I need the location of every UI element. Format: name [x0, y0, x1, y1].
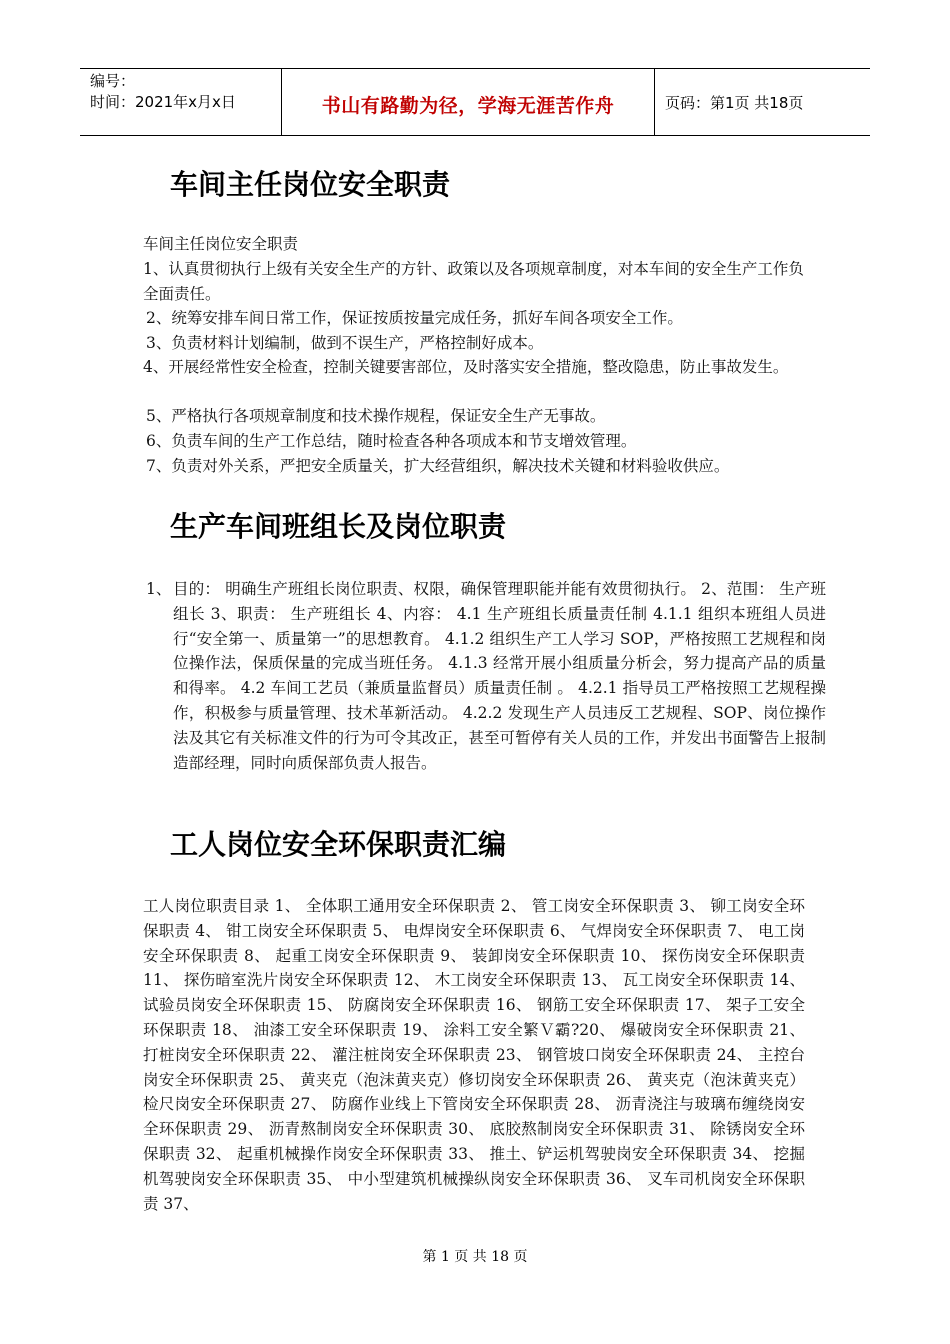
- section2-list: [146, 577, 826, 775]
- section-title-worker-duties: 工人岗位安全环保职责汇编: [170, 828, 507, 861]
- section1-item-3: 3、负责材料计划编制，做到不误生产，严格控制好成本。: [146, 334, 544, 352]
- section-title-workshop-director: 车间主任岗位安全职责: [170, 168, 451, 201]
- page-footer: 第 1 页 共 18 页: [422, 1249, 528, 1265]
- section1-item-1: 1、认真贯彻执行上级有关安全生产的方针、政策以及各项规章制度，对本车间的安全生产工作负全面责任。: [143, 260, 804, 303]
- section3-directory: 工人岗位职责目录 1、 全体职工通用安全环保职责 2、 管工岗安全环保职责 3、 铆工岗安全环保职责 4、 钳工岗安全环保职责 5、 电焊岗安全环保职责 6、 气焊岗安全环保职责 7、 电工岗安全环保职责 8、 起重工岗安全环保职责 9、 装卸岗安全环保职责 10、 探伤岗安全环保职责 11、 探伤暗室洗片岗安全环保职责 12、 木工岗安全环保职责 13、 瓦工岗安全环保职责 14、 试验员岗安全环保职责 15、 防腐岗安全环保职责 16、 钢筋工安全环保职责 17、 架子工安全环保职责 18、 油漆工安全环保职责 19、 涂料工安全繁Ｖ霸?20、 爆破岗安全环保职责 21、 打桩岗安全环保职责 22、 灌注桩岗安全环保职责 23、 钢管坡口岗安全环保职责 24、 主控台岗安全环保职责 25、 黄夹克（泡沫黄夹克）修切岗安全环保职责 26、 黄夹克（泡沫黄夹克）检尺岗安全环保职责 27、 防腐作业线上下管岗安全环保职责 28、 沥青浇注与玻璃布缠绕岗安全环保职责 29、 沥青熬制岗安全环保职责 30、 底胶熬制岗安全环保职责 31、 除锈岗安全环保职责 32、 起重机械操作岗安全环保职责 33、 推土、铲运机驾驶岗安全环保职责 34、 挖掘机驾驶岗安全环保职责 35、 中小型建筑机械操纵岗安全环保职责 36、 叉车司机岗安全环保职责 37、: [143, 897, 805, 1213]
- section2-list-number: 1、: [146, 580, 172, 598]
- section1-item-6: 6、负责车间的生产工作总结，随时检查各种各项成本和节支增效管理。: [146, 432, 637, 450]
- section-title-team-leader: 生产车间班组长及岗位职责: [170, 510, 507, 543]
- page-code: 页码：第1页 共18页: [665, 93, 804, 112]
- section2-body: 目的： 明确生产班组长岗位职责、权限，确保管理职能并能有效贯彻执行。 2、范围： 生产班组长 3、职责： 生产班组长 4、内容： 4.1 生产班组长质量责任制 4.1.1 组织本班组人员进行“安全第一、质量第一”的思想教育。 4.1.2 组织生产工人学习 SOP，严格按照工艺规程和岗位操作法，保质保量的完成当班任务。 4.1.3 经常开展小组质量分析会，努力提高产品的质量和得率。 4.2 车间工艺员（兼质量监督员）质量责任制 。 4.2.1 指导员工严格按照工艺规程操作，积极参与质量管理、技术革新活动。 4.2.2 发现生产人员违反工艺规程、SOP、岗位操作法及其它有关标准文件的行为可令其改正，甚至可暂停有关人员的工作，并发出书面警告上报制造部经理，同时向质保部负责人报告。: [173, 580, 826, 772]
- section1-item-2: 2、统筹安排车间日常工作，保证按质按量完成任务，抓好车间各项安全工作。: [146, 309, 683, 327]
- header-left-cell: [80, 69, 281, 135]
- header-table: [80, 68, 870, 136]
- motto: 书山有路勤为径，学海无涯苦作舟: [281, 69, 655, 135]
- section1-item-7: 7、负责对外关系，严把安全质量关，扩大经营组织，解决技术关键和材料验收供应。: [146, 457, 730, 475]
- section1-subtitle: 车间主任岗位安全职责: [143, 235, 299, 253]
- time-label: 时间：2021年x月x日: [90, 93, 236, 111]
- section1-item-5: 5、严格执行各项规章制度和技术操作规程，保证安全生产无事故。: [146, 407, 606, 425]
- number-label: 编号：: [90, 72, 136, 90]
- section1-item-4: 4、开展经常性安全检查，控制关键要害部位，及时落实安全措施，整改隐患，防止事故发生。: [143, 358, 789, 376]
